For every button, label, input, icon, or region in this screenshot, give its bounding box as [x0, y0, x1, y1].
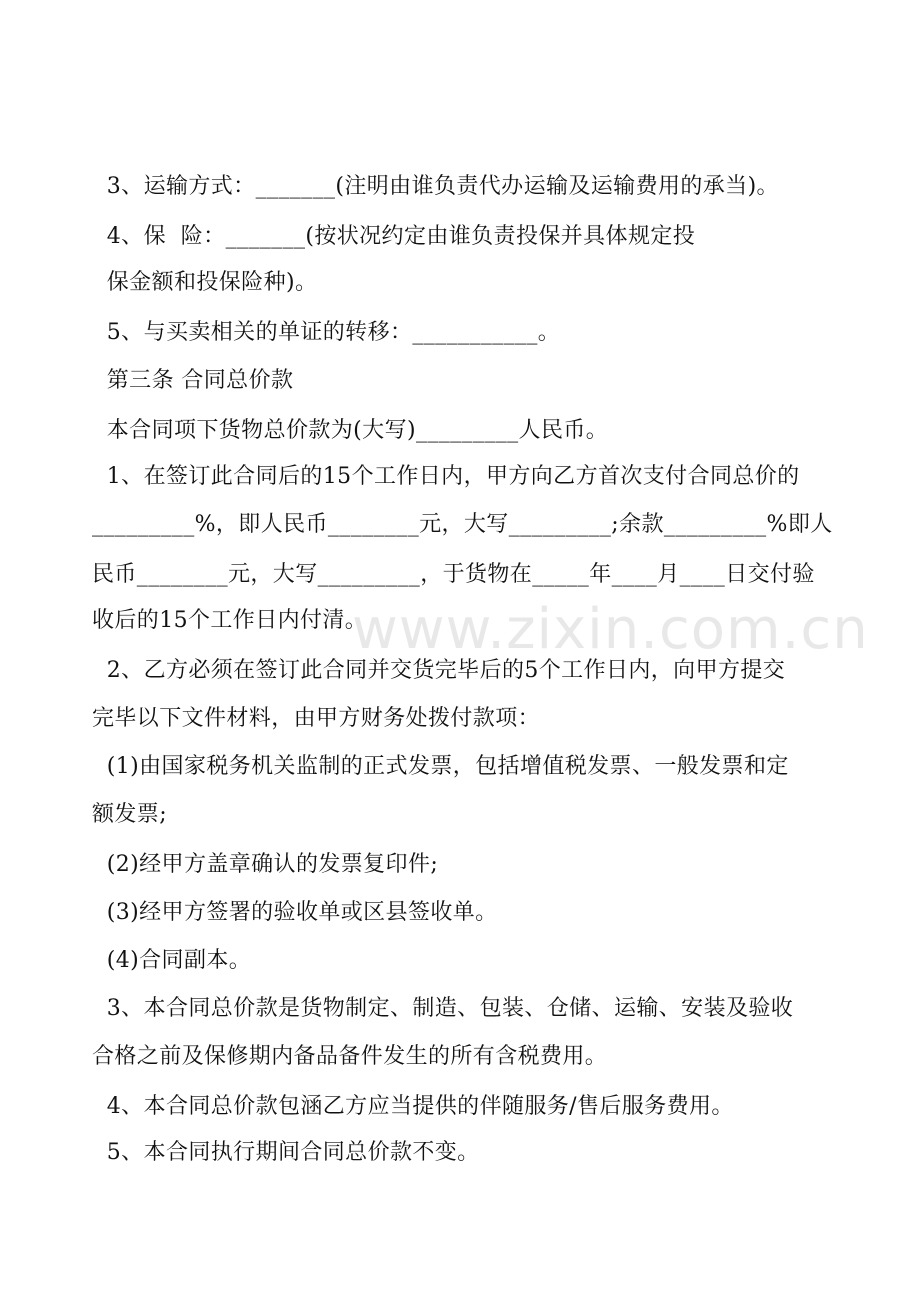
total-price-statement: 本合同项下货物总价款为(大写)_________人民币。: [92, 418, 609, 443]
price-item-3: 3、本合同总价款是货物制定、制造、包装、仓储、运输、安装及验收: [92, 996, 794, 1021]
payment-item-1: 1、在签订此合同后的15个工作日内，甲方向乙方首次支付合同总价的: [92, 464, 800, 489]
payment-item-2: 2、乙方必须在签订此合同并交货完毕后的5个工作日内，向甲方提交: [92, 658, 786, 683]
required-document-2: (2)经甲方盖章确认的发票复印件;: [92, 852, 439, 877]
payment-item-2-continued: 完毕以下文件材料，由甲方财务处拨付款项：: [92, 706, 541, 731]
clause-5-documents: 5、与买卖相关的单证的转移：___________。: [92, 320, 561, 345]
clause-4-insurance-continued: 保金额和投保险种)。: [92, 270, 318, 295]
required-document-1: (1)由国家税务机关监制的正式发票，包括增值税发票、一般发票和定: [92, 754, 789, 779]
clause-3-transport: 3、运输方式：_______(注明由谁负责代办运输及运输费用的承当)。: [92, 174, 779, 199]
section-heading-article-3: 第三条 合同总价款: [92, 368, 294, 393]
payment-item-1-continued: 民币________元，大写_________，于货物在_____年____月____日交付验: [92, 562, 815, 587]
payment-item-1-continued: 收后的15个工作日内付清。: [92, 608, 368, 633]
price-item-4: 4、本合同总价款包涵乙方应当提供的伴随服务/售后服务费用。: [92, 1094, 734, 1119]
required-document-1-continued: 额发票;: [92, 802, 168, 827]
clause-4-insurance: 4、保 险：_______(按状况约定由谁负责投保并具体规定投: [92, 224, 696, 249]
required-document-4: (4)合同副本。: [92, 948, 252, 973]
required-document-3: (3)经甲方签署的验收单或区县签收单。: [92, 900, 498, 925]
price-item-5: 5、本合同执行期间合同总价款不变。: [92, 1140, 480, 1165]
watermark: www.zixin.com.cn: [352, 597, 869, 662]
price-item-3-continued: 合格之前及保修期内备品备件发生的所有含税费用。: [92, 1044, 608, 1069]
payment-item-1-continued: _________%，即人民币________元，大写_________;余款_________%即人: [92, 512, 833, 537]
